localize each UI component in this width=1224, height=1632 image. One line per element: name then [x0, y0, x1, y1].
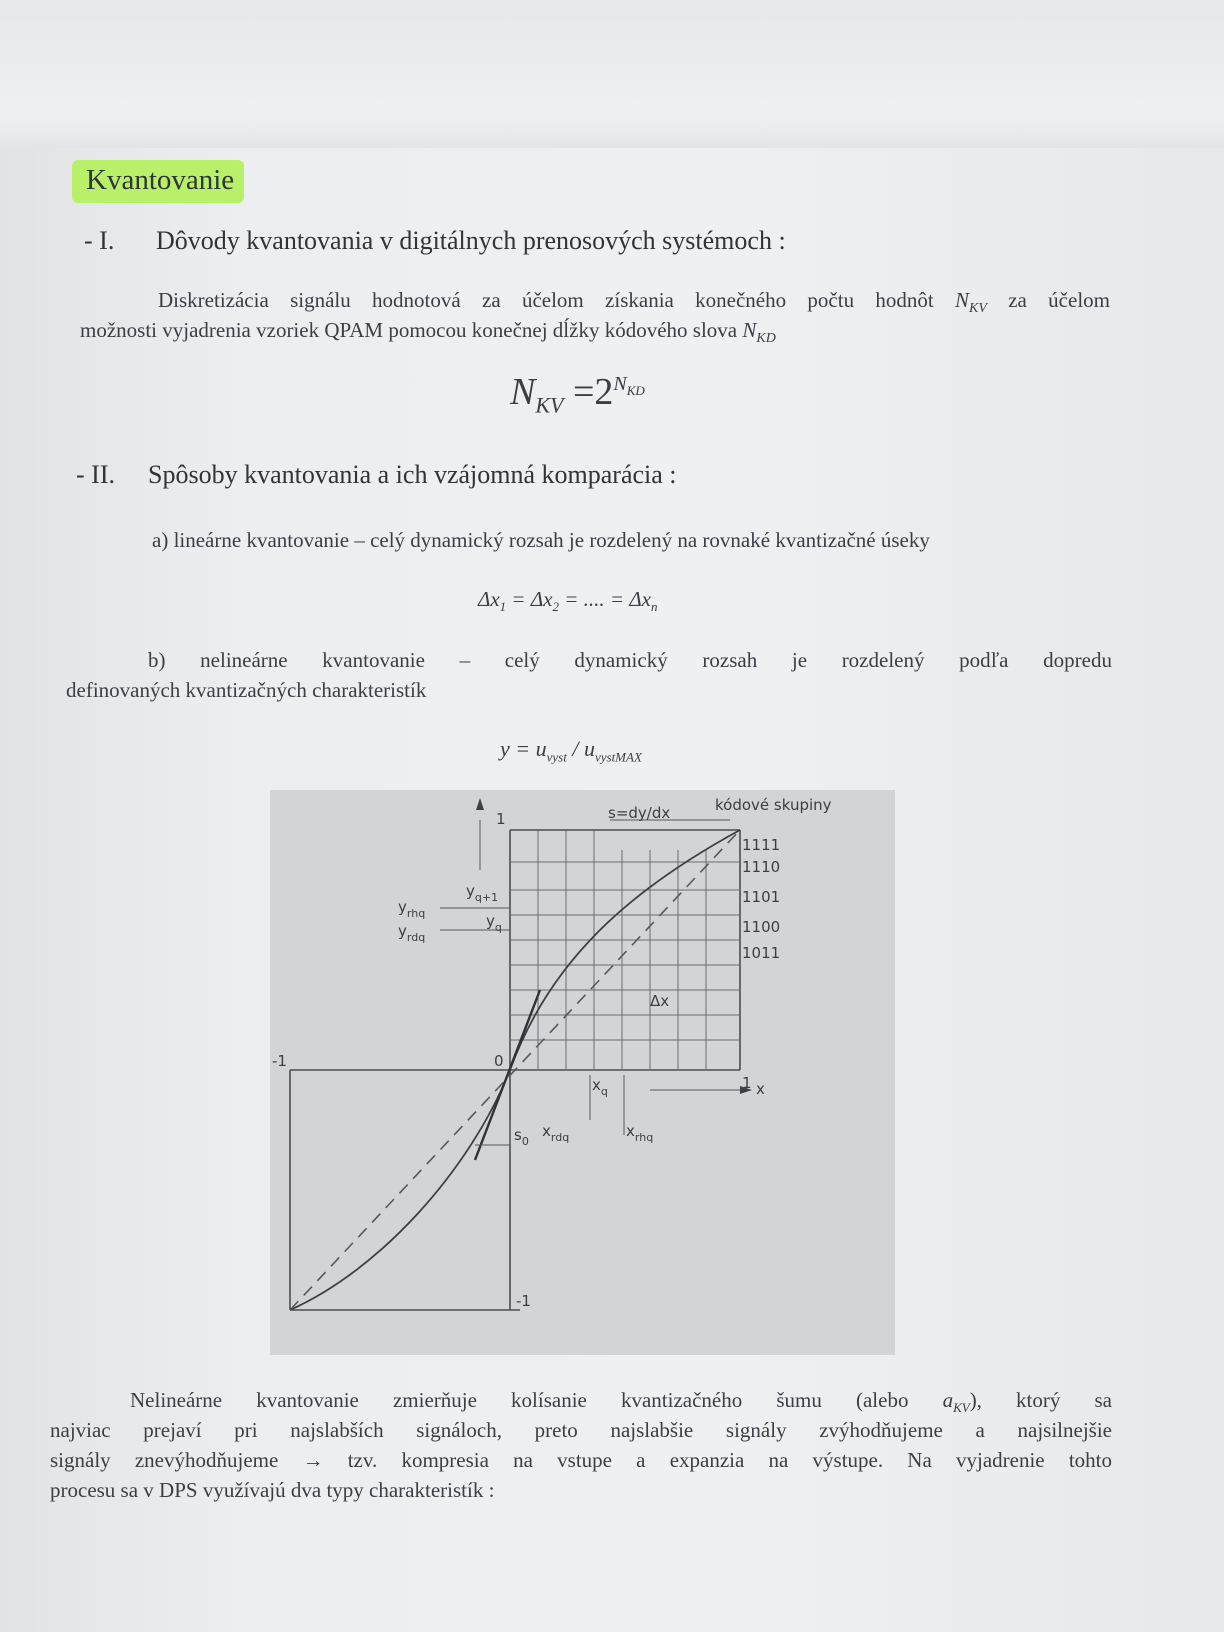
closing-line1: Nelineárne kvantovanie zmierňuje kolísanie kvantizačného šumu (alebo $a_{KV}$), ktorý sa [130, 1388, 1112, 1416]
delta-x-label: Δx [650, 992, 670, 1010]
formula-y: $y = u_{vyst} / u_{vystMAX}$ [500, 736, 642, 765]
closing-line3: signály znevýhodňujeme → tzv. kompresia na vstupe a expanzia na výstupe. Na vyjadrenie tohto [50, 1448, 1112, 1472]
y-axis-arrow [476, 798, 484, 810]
section-2-heading [76, 460, 677, 490]
s0-label: $s_0$ [514, 1126, 529, 1148]
formula-delta-x: $\Delta x_1 = \Delta x_2$ = .... = $\Delta x_n$ [478, 587, 658, 615]
formula-nkv: $N_{KV} =2^{N_{KD}}$ [510, 371, 645, 418]
quantization-diagram [270, 790, 895, 1355]
closing-line4: procesu sa v DPS využívajú dva typy charakteristík : [50, 1478, 495, 1502]
section-1-heading [84, 226, 786, 256]
slope-label: s=dy/dx [608, 804, 671, 822]
linear-quantization-text: a) lineárne kvantovanie – celý dynamický rozsah je rozdelený na rovnaké kvantizačné úseky [152, 528, 930, 552]
x-rhq-label: $x_{rhq}$ [626, 1122, 654, 1144]
y-rhq-label: $y_{rhq}$ [398, 898, 426, 920]
code-1111: 1111 [742, 836, 781, 854]
x-minus-one-label: -1 [272, 1052, 287, 1070]
origin-label: 0 [494, 1052, 504, 1070]
y-minus-one-label: -1 [516, 1292, 531, 1310]
quantization-characteristic-figure [270, 790, 895, 1355]
code-1100: 1100 [742, 918, 781, 936]
code-1011: 1011 [742, 944, 781, 962]
x-q-label: $x_q$ [592, 1076, 608, 1098]
nonlinear-quantization-line1: b) nelineárne kvantovanie – celý dynamický rozsah je rozdelený podľa dopredu [148, 648, 1112, 672]
section-2-number: - II. [76, 460, 115, 489]
page-title: Kvantovanie [72, 160, 244, 203]
x-axis-label: x [756, 1080, 765, 1098]
x-rdq-label: $x_{rdq}$ [542, 1122, 570, 1144]
section-1-paragraph-line1: Diskretizácia signálu hodnotová za účelom získania konečného počtu hodnôt $N_{KV}$ za účelom [158, 288, 1110, 316]
code-groups-label: kódové skupiny [715, 796, 832, 814]
section-1-number: - I. [84, 226, 115, 255]
section-2-title: Spôsoby kvantovania a ich vzájomná komparácia : [148, 460, 677, 489]
y-q-label: $y_q$ [486, 912, 502, 934]
code-1101: 1101 [742, 888, 781, 906]
closing-line2: najviac prejaví pri najslabších signáloch, preto najslabšie signály zvýhodňujeme a najsilnejšie [50, 1418, 1112, 1442]
y-q-plus-1-label: $y_{q+1}$ [466, 882, 499, 904]
background-top [0, 0, 1224, 149]
y-one-label: 1 [496, 810, 506, 828]
section-1-paragraph-line2: možnosti vyjadrenia vzoriek QPAM pomocou konečnej dĺžky kódového slova $N_{KD}$ [80, 318, 776, 347]
x-one-label: 1 [742, 1074, 752, 1092]
section-1-title: Dôvody kvantovania v digitálnych prenosových systémoch : [156, 226, 786, 255]
tangent-s0-line [475, 990, 540, 1160]
code-1110: 1110 [742, 858, 781, 876]
y-rdq-label: $y_{rdq}$ [398, 922, 426, 944]
nonlinear-quantization-line2: definovaných kvantizačných charakteristík [66, 678, 427, 702]
